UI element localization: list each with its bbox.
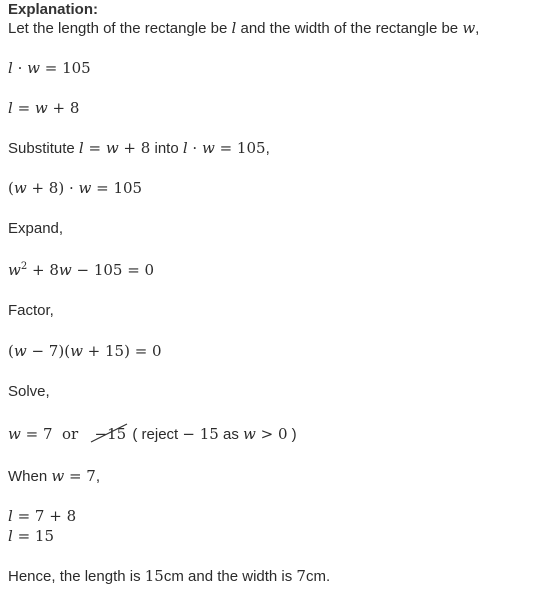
expand-label: Expand,	[8, 220, 64, 237]
equation-length: l = w + 8	[8, 99, 80, 117]
when-line: When w = 7,	[8, 467, 101, 485]
rejected-root: −15	[93, 424, 129, 445]
strike-through-line	[91, 424, 131, 446]
equation-substituted: (w + 8) · w = 105	[8, 179, 143, 197]
solve-label: Solve,	[8, 383, 50, 400]
substitute-step: Substitute l = w + 8 into l · w = 105,	[8, 139, 270, 157]
equation-area: l · w = 105	[8, 59, 91, 77]
equation-length-sum: l = 7 + 8	[8, 507, 77, 525]
equation-quadratic: $w^2 + 8w - 105 = 0$	[8, 261, 155, 279]
explanation-heading: Explanation:	[8, 1, 99, 18]
conclusion: Hence, the length is 15cm and the width is 7cm.	[8, 567, 331, 585]
intro-text: Let the length of the rectangle be l and the width of the rectangle be w,	[8, 19, 480, 37]
equation-factored: (w − 7)(w + 15) = 0	[8, 342, 162, 360]
factor-label: Factor,	[8, 302, 54, 319]
equation-length-value: l = 15	[8, 527, 55, 545]
solution-line: w = 7 or −15 ( reject − 15 as w > 0 )	[8, 424, 297, 445]
